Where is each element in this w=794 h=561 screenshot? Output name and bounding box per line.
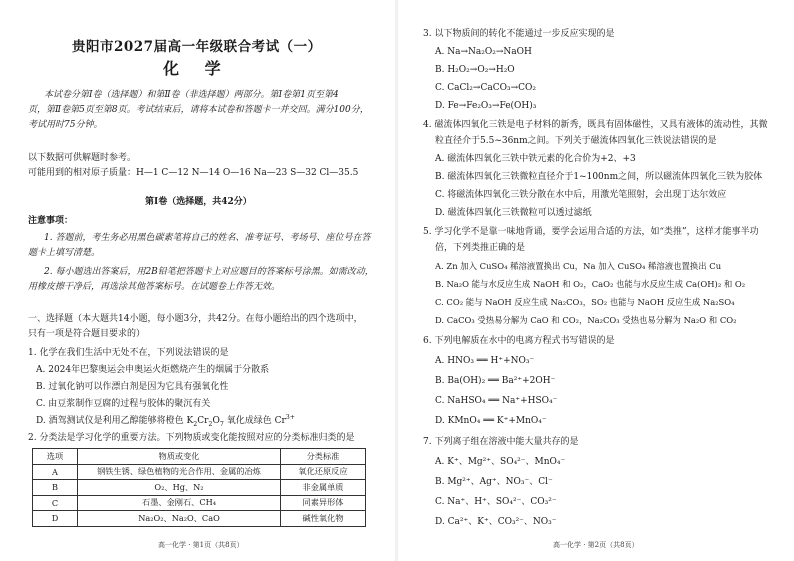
question-3-option-c: C. CaCl₂→CaCO₃→CO₂	[435, 83, 536, 93]
question-5-option-b: B. Na₂O 能与水反应生成 NaOH 和 O₂，CaO₂ 也能与水反应生成 Ca(OH)₂ 和 O₂	[435, 279, 746, 289]
question-1-option-a: A. 2024年巴黎奥运会申奥运火炬燃烧产生的烟属于分散系	[36, 365, 270, 375]
question-6-option-d: D. KMnO₄ ══ K⁺+MnO₄⁻	[435, 416, 547, 426]
intro-line-3: 考试用时75分钟。	[28, 120, 103, 130]
table-row	[33, 511, 366, 527]
table-cell: D	[33, 511, 78, 527]
table-cell: Na₂O₂、Na₂O、CaO	[78, 511, 281, 527]
table-cell: O₂、Hg、N₂	[78, 480, 281, 496]
question-1-option-d: D. 酒驾测试仪是利用乙醇能够将橙色 $K_2Cr_2O_7$ 氧化成绿色 $Cr^{3+}$	[36, 414, 296, 428]
question-5-option-c: C. CO₂ 能与 NaOH 反应生成 Na₂CO₃，SO₂ 也能与 NaOH 反应生成 Na₂SO₄	[435, 297, 735, 307]
table-cell: C	[33, 495, 78, 511]
intro-line-1: 本试卷分第Ⅰ卷（选择题）和第Ⅱ卷（非选择题）两部分。第Ⅰ卷第1页至第4	[44, 90, 339, 100]
table-row	[33, 495, 366, 511]
question-4-stem-line-1: 4. 磁流体四氧化三铁是电子材料的新秀，既具有固体磁性，又具有液体的流动性，其微	[423, 120, 768, 130]
question-2-stem: 2. 分类法是学习化学的重要方法。下列物质或变化能按照对应的分类标准归类的是	[28, 433, 355, 443]
question-4-option-d: D. 磁流体四氧化三铁微粒可以透过滤纸	[435, 208, 592, 218]
table-cell: 钢铁生锈、绿色植物的光合作用、金属的冶炼	[78, 464, 281, 480]
question-3-option-d: D. Fe→Fe₂O₃→Fe(OH)₃	[435, 101, 537, 111]
part-1-heading-line-2: 只有一项是符合题目要求的）	[28, 329, 146, 339]
question-3-option-a: A. Na→Na₂O₂→NaOH	[435, 47, 532, 57]
table-cell: B	[33, 480, 78, 496]
exam-subject: 化 学	[163, 59, 231, 78]
question-6-stem: 6. 下列电解质在水中的电离方程式书写错误的是	[423, 336, 615, 346]
question-6-option-b: B. Ba(OH)₂ ══ Ba²⁺+2OH⁻	[435, 376, 556, 386]
note-2-line-2: 用橡皮擦干净后，再选涂其他答案标号。在试题卷上作答无效。	[28, 282, 281, 292]
question-7-option-a: A. K⁺、Mg²⁺、SO₄²⁻、MnO₄⁻	[435, 457, 566, 467]
note-1-line-1: 1. 答题前，考生务必用黑色碳素笔将自己的姓名、准考证号、考场号、座位号在答	[44, 233, 371, 243]
question-5-stem-line-1: 5. 学习化学不是靠一味地背诵，要学会运用合适的方法，如“类推”，这样才能事半功	[423, 227, 759, 237]
question-7-option-d: D. Ca²⁺、K⁺、CO₃²⁻、NO₃⁻	[435, 517, 557, 527]
exam-title: 贵阳市2027届高一年级联合考试（一）	[72, 39, 322, 55]
question-7-option-b: B. Mg²⁺、Ag⁺、NO₃⁻、Cl⁻	[435, 477, 553, 487]
question-5-option-d: D. CaCO₃ 受热易分解为 CaO 和 CO₂，Na₂CO₃ 受热也易分解为 Na₂O 和 CO₂	[435, 315, 737, 325]
note-1-line-2: 题卡上填写清楚。	[28, 248, 101, 258]
part-1-heading-line-1: 一、选择题（本大题共14小题，每小题3分，共42分。在每小题给出的四个选项中，	[28, 314, 363, 324]
exam-page-2	[397, 0, 794, 561]
question-5-option-a: A. Zn 加入 CuSO₄ 稀溶液置换出 Cu，Na 加入 CuSO₄ 稀溶液也置换出 Cu	[435, 261, 722, 271]
table-cell: 碱性氧化物	[281, 511, 366, 527]
table-cell: A	[33, 464, 78, 480]
table-header-standard: 分类标准	[281, 449, 366, 465]
question-7-option-c: C. Na⁺、H⁺、SO₄²⁻、CO₃²⁻	[435, 497, 557, 507]
question-4-option-c: C. 将磁流体四氧化三铁分散在水中后，用激光笔照射，会出现丁达尔效应	[435, 190, 727, 200]
table-cell: 非金属单质	[281, 480, 366, 496]
intro-line-2: 页，第Ⅱ卷第5页至第8页。考试结束后，请将本试卷和答题卡一并交回。满分100分，	[28, 105, 369, 115]
question-4-option-a: A. 磁流体四氧化三铁中铁元素的化合价为+2、+3	[435, 154, 636, 164]
question-6-option-a: A. HNO₃ ══ H⁺+NO₃⁻	[435, 356, 535, 366]
page-1-footer: 高一化学 · 第1页（共8页）	[158, 541, 244, 549]
question-3-option-b: B. H₂O₂→O₂→H₂O	[435, 65, 515, 75]
section-title: 第Ⅰ卷（选择题，共42分）	[145, 197, 252, 207]
question-3-stem: 3. 以下物质间的转化不能通过一步反应实现的是	[423, 29, 615, 39]
question-1-option-c: C. 由豆浆制作豆腐的过程与胶体的聚沉有关	[36, 399, 211, 409]
table-row	[33, 480, 366, 496]
classification-table	[32, 448, 366, 527]
reference-note: 以下数据可供解题时参考。	[28, 153, 137, 163]
question-5-stem-line-2: 倍，下列类推正确的是	[435, 243, 526, 253]
table-cell: 氧化还原反应	[281, 464, 366, 480]
table-row	[33, 464, 366, 480]
atomic-masses: 可能用到的相对原子质量：H—1 C—12 N—14 O—16 Na—23 S—32 Cl—35.5	[28, 168, 359, 178]
table-header-option: 选项	[33, 449, 78, 465]
notes-title: 注意事项：	[28, 216, 74, 226]
question-1-stem: 1. 化学在我们生活中无处不在，下列说法错误的是	[28, 348, 229, 358]
question-7-stem: 7. 下列离子组在溶液中能大量共存的是	[423, 437, 579, 447]
table-cell: 同素异形体	[281, 495, 366, 511]
question-4-stem-line-2: 粒直径介于5.5~36nm之间。下列关于磁流体四氧化三铁说法错误的是	[435, 136, 717, 146]
question-6-option-c: C. NaHSO₄ ══ Na⁺+HSO₄⁻	[435, 396, 558, 406]
table-header-substance: 物质或变化	[78, 449, 281, 465]
page-2-footer: 高一化学 · 第2页（共8页）	[553, 541, 639, 549]
table-cell: 石墨、金刚石、CH₄	[78, 495, 281, 511]
note-2-line-1: 2. 每小题选出答案后，用2B铅笔把答题卡上对应题目的答案标号涂黑。如需改动，	[44, 267, 374, 277]
table-header-row	[33, 449, 366, 465]
question-1-option-b: B. 过氧化钠可以作漂白剂是因为它具有强氧化性	[36, 382, 229, 392]
question-4-option-b: B. 磁流体四氧化三铁微粒直径介于1~100nm之间，所以磁流体四氧化三铁为胶体	[435, 172, 763, 182]
